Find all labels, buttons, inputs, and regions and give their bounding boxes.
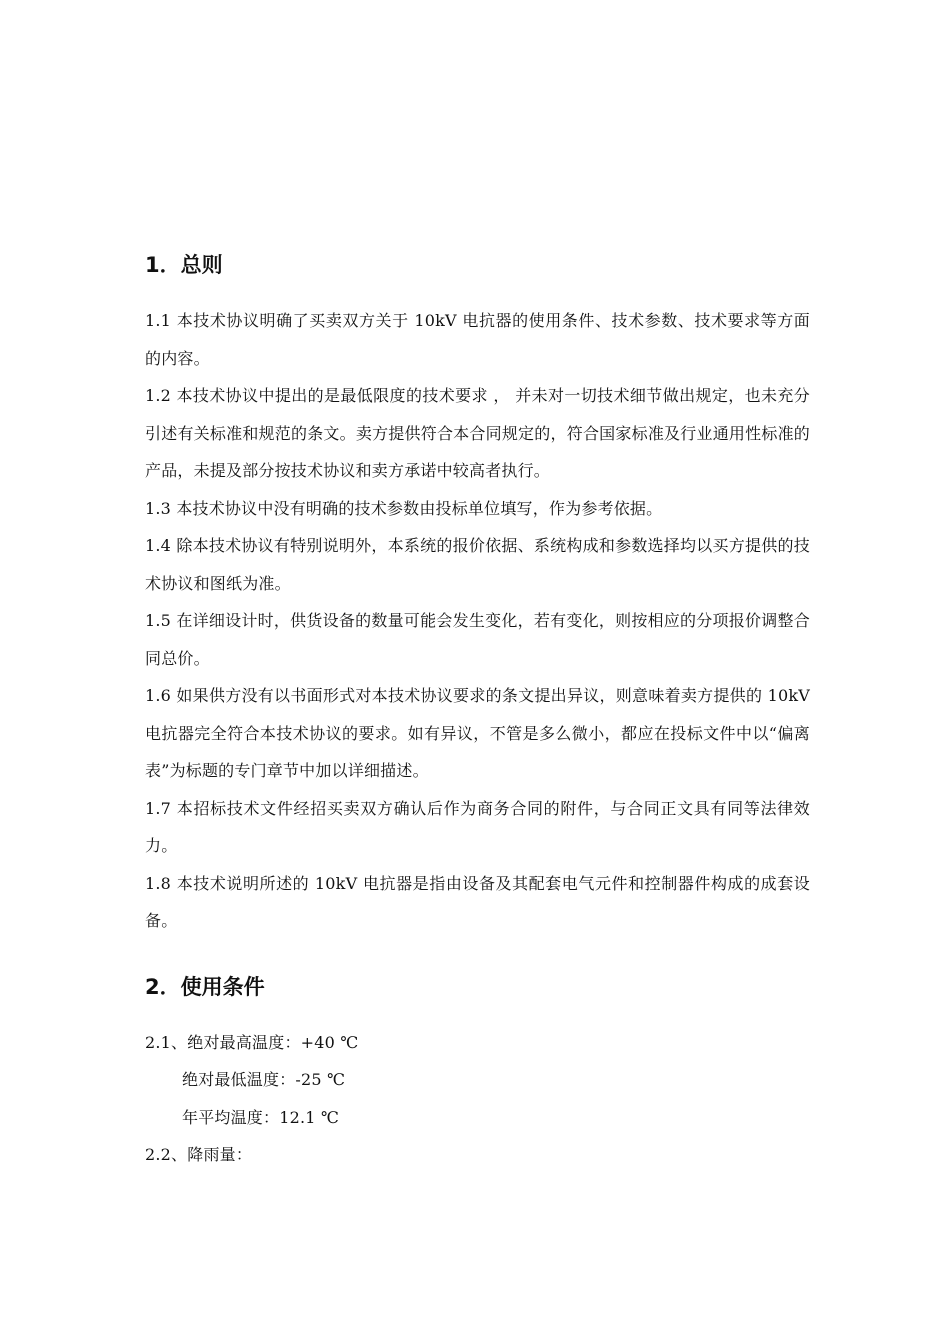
clause-1-3: 1.3 本技术协议中没有明确的技术参数由投标单位填写，作为参考依据。 (145, 498, 663, 518)
clause-1-4: 1.4 除本技术协议有特别说明外，本系统的报价依据、系统构成和参数选择均以买方提供的技术协议和图纸为准。 (145, 536, 810, 593)
document-page (145, 248, 810, 1174)
section-2-title: 2．使用条件 (145, 974, 265, 999)
clause-1-7: 1.7 本招标技术文件经招买卖双方确认后作为商务合同的附件，与合同正文具有同等法律效力。 (145, 798, 810, 855)
clause-1-5: 1.5 在详细设计时，供货设备的数量可能会发生变化，若有变化，则按相应的分项报价调整合同总价。 (145, 611, 810, 668)
section-1-title: 1．总则 (145, 253, 223, 277)
condition-rainfall: 2.2、降雨量： (145, 1145, 253, 1164)
condition-max-temperature: 2.1、绝对最高温度：+40 ℃ (145, 1032, 359, 1052)
clause-1-1: 1.1 本技术协议明确了买卖双方关于 10kV 电抗器的使用条件、技术参数、技术要求等方面的内容。 (145, 311, 810, 368)
clause-1-2: 1.2 本技术协议中提出的是最低限度的技术要求 ， 并未对一切技术细节做出规定，也未充分引述有关标准和规范的条文。卖方提供符合本合同规定的，符合国家标准及行业通用性标准的产品，未提及部分按技术协议和卖方承诺中较高者执行。 (145, 386, 810, 480)
clause-1-8: 1.8 本技术说明所述的 10kV 电抗器是指由设备及其配套电气元件和控制器件构成的成套设备。 (145, 873, 810, 930)
clause-1-6: 1.6 如果供方没有以书面形式对本技术协议要求的条文提出异议，则意味着卖方提供的 10kV 电抗器完全符合本技术协议的要求。如有异议，不管是多么微小，都应在投标文件中以“偏离表”为标题的专门章节中加以详细描述。 (145, 686, 810, 780)
condition-min-temperature: 绝对最低温度：-25 ℃ (182, 1070, 346, 1089)
condition-average-temperature: 年平均温度：12.1 ℃ (182, 1107, 340, 1127)
